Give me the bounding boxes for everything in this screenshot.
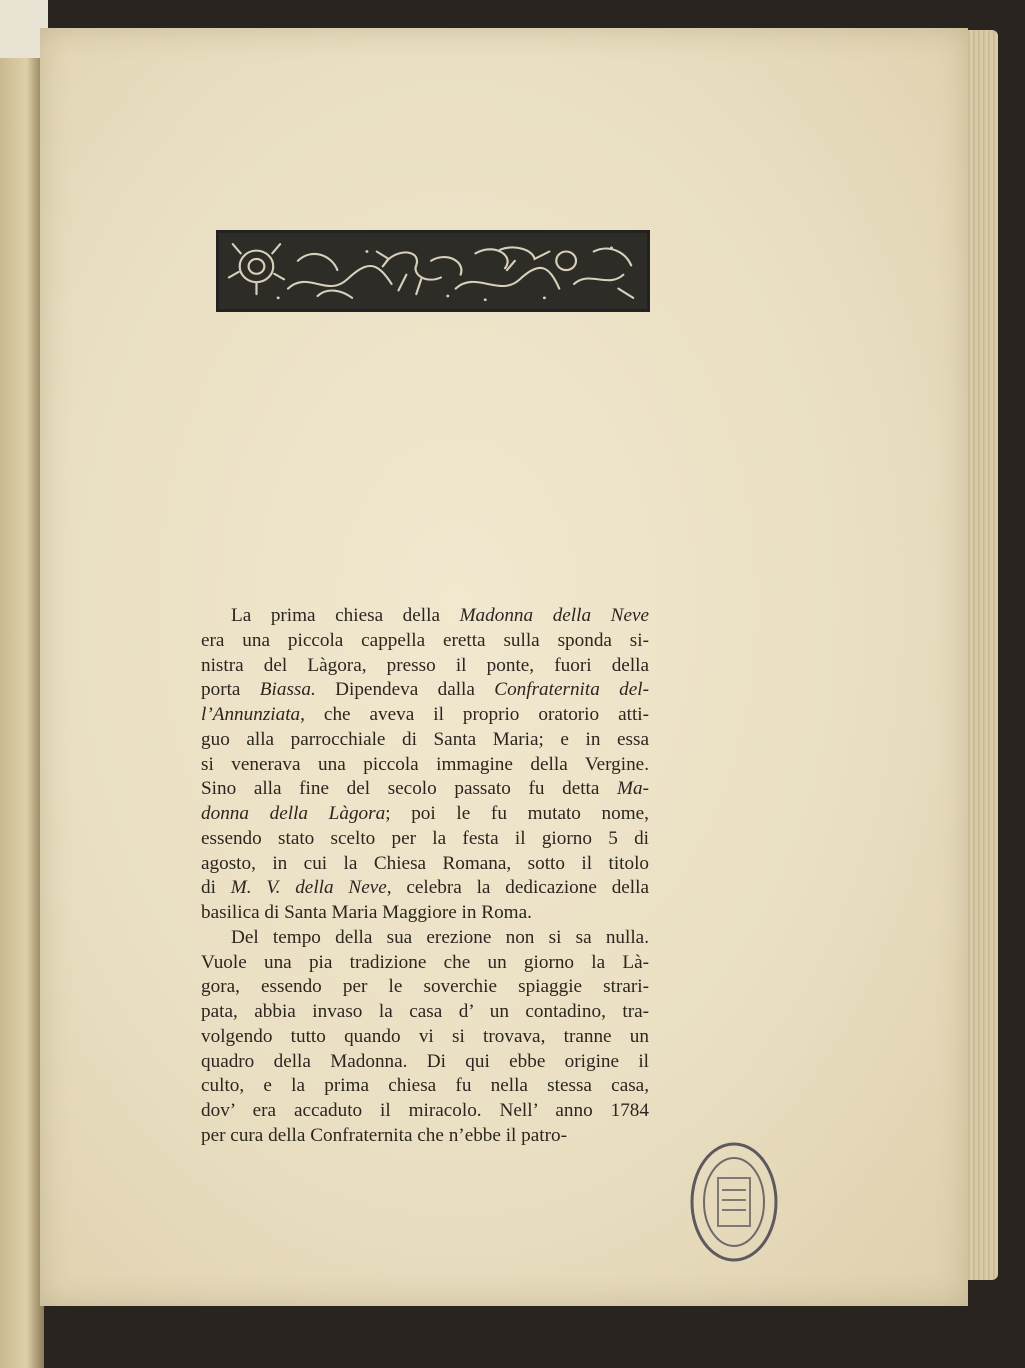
text-line xyxy=(201,975,649,1000)
text-segment: dov’ era accaduto il miracolo. Nell’ anno 1784 xyxy=(201,1100,649,1121)
text-line xyxy=(201,753,649,778)
text-segment: La prima chiesa della xyxy=(231,605,460,626)
text-segment: era una piccola cappella eretta sulla sponda si- xyxy=(201,629,649,651)
text-line xyxy=(201,703,649,728)
text-line xyxy=(201,951,649,976)
text-segment: basilica di Santa Maria Maggiore in Roma. xyxy=(201,902,532,923)
text-line xyxy=(201,926,649,951)
text-line xyxy=(201,678,649,703)
text-line xyxy=(201,728,649,753)
text-segment: essendo stato scelto per la festa il giorno 5 di xyxy=(201,827,649,849)
text-segment: di xyxy=(201,877,231,899)
text-segment: culto, e la prima chiesa fu nella stessa casa, xyxy=(201,1075,649,1097)
text-line xyxy=(201,901,649,926)
text-line xyxy=(201,629,649,654)
text-segment: ; poi le fu mutato nome, xyxy=(385,803,649,824)
text-line xyxy=(201,1099,649,1124)
text-segment: che aveva il proprio oratorio atti- xyxy=(304,704,649,725)
text-segment: Del tempo della sua erezione non si sa nulla. xyxy=(231,926,649,948)
italic-text: Madonna della Neve xyxy=(459,605,649,626)
text-segment: Sino alla fine del secolo passato fu detta xyxy=(201,778,618,800)
text-line xyxy=(201,654,649,679)
italic-text: Confraternita del- xyxy=(494,679,649,701)
previous-page-edge xyxy=(0,0,44,1368)
text-segment: guo alla parrocchiale di Santa Maria; e in essa xyxy=(201,728,649,750)
italic-text: M. V. della Neve xyxy=(230,877,387,899)
text-line xyxy=(201,827,649,852)
body-text xyxy=(201,604,649,1149)
text-segment: porta xyxy=(201,679,260,701)
italic-text: Biassa. xyxy=(259,679,316,701)
text-segment: quadro della Madonna. Di qui ebbe origine il xyxy=(201,1050,649,1072)
text-line xyxy=(201,604,649,629)
text-segment: si venerava una piccola immagine della Vergine. xyxy=(201,753,649,775)
text-line xyxy=(201,1050,649,1075)
italic-text: Ma- xyxy=(617,778,649,800)
text-segment: Dipendeva dalla xyxy=(315,679,495,701)
text-segment: agosto, in cui la Chiesa Romana, sotto il titolo xyxy=(201,852,649,874)
text-line xyxy=(201,802,649,827)
text-line xyxy=(201,852,649,877)
italic-text: donna della Làgora xyxy=(201,803,386,824)
text-segment: pata, abbia invaso la casa d’ un contadino, tra- xyxy=(201,1001,649,1022)
text-line xyxy=(201,1124,649,1149)
text-line xyxy=(201,876,649,901)
text-segment: nistra del Làgora, presso il ponte, fuori della xyxy=(201,654,649,676)
text-segment: volgendo tutto quando vi si trovava, tranne un xyxy=(201,1025,649,1047)
text-line xyxy=(201,1025,649,1050)
floral-dragon-headpiece-icon xyxy=(216,230,650,312)
text-segment: , celebra la dedicazione della xyxy=(386,877,649,899)
italic-text: l’Annunziata, xyxy=(201,704,305,725)
text-line xyxy=(201,777,649,802)
text-line xyxy=(201,1000,649,1025)
text-segment: gora, essendo per le soverchie spiaggie strari- xyxy=(201,976,649,998)
text-line xyxy=(201,1074,649,1099)
library-stamp-icon xyxy=(686,1138,782,1266)
text-segment: Vuole una pia tradizione che un giorno la Là- xyxy=(201,951,649,973)
text-segment: per cura della Confraternita che n’ebbe il patro- xyxy=(201,1124,567,1146)
